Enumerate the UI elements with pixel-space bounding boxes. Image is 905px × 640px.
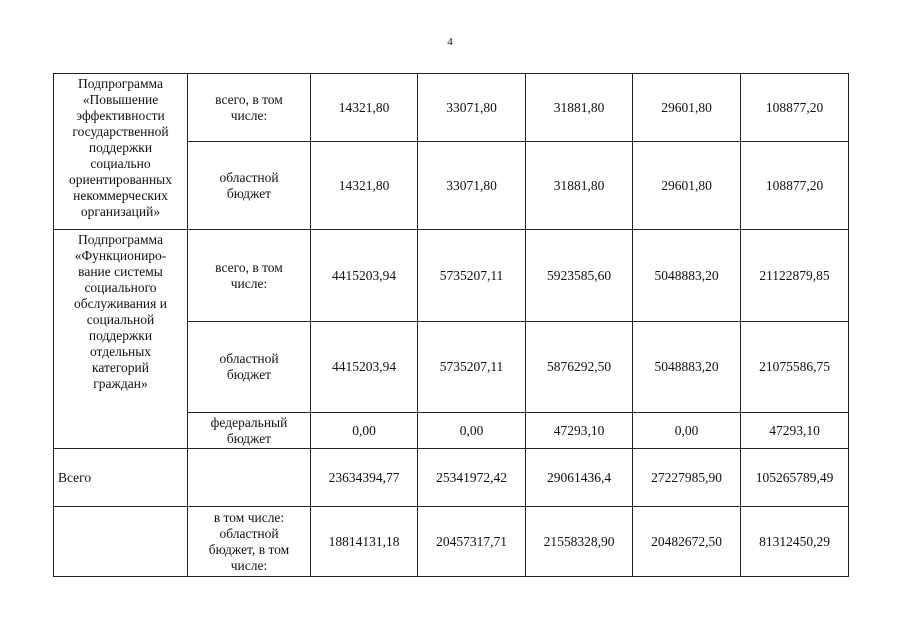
value-cell: 21558328,90 [526,507,633,577]
funding-source-cell: областной бюджет [188,322,311,413]
value-cell: 0,00 [418,413,526,449]
table-row [54,74,849,142]
value-cell: 29601,80 [633,74,741,142]
funding-source-cell: всего, в том числе: [188,230,311,322]
value-cell: 5735207,11 [418,230,526,322]
funding-source-cell: в том числе: областной бюджет, в том числе: [188,507,311,577]
value-cell: 18814131,18 [311,507,418,577]
value-cell: 0,00 [311,413,418,449]
value-cell: 47293,10 [526,413,633,449]
value-cell: 108877,20 [741,74,849,142]
value-cell: 81312450,29 [741,507,849,577]
value-cell: 33071,80 [418,142,526,230]
value-cell: 47293,10 [741,413,849,449]
value-cell: 5735207,11 [418,322,526,413]
table-row-total-regional [54,507,849,577]
value-cell: 29601,80 [633,142,741,230]
value-cell: 23634394,77 [311,449,418,507]
value-cell: 33071,80 [418,74,526,142]
value-cell: 4415203,94 [311,322,418,413]
value-cell: 14321,80 [311,74,418,142]
value-cell: 5048883,20 [633,322,741,413]
value-cell: 5048883,20 [633,230,741,322]
funding-source-cell: федеральный бюджет [188,413,311,449]
funding-source-cell [188,449,311,507]
subprogram-name: Подпрограмма «Функциониро- вание системы социального обслуживания и социальной поддержки отдельных категорий граждан» [74,232,167,391]
value-cell: 5876292,50 [526,322,633,413]
value-cell: 21122879,85 [741,230,849,322]
value-cell: 20457317,71 [418,507,526,577]
value-cell: 14321,80 [311,142,418,230]
value-cell: 31881,80 [526,142,633,230]
table-row [54,230,849,322]
value-cell: 27227985,90 [633,449,741,507]
value-cell: 105265789,49 [741,449,849,507]
subprogram-name-cell [54,74,188,230]
value-cell: 31881,80 [526,74,633,142]
value-cell: 4415203,94 [311,230,418,322]
subprogram-name-cell [54,230,188,449]
value-cell: 0,00 [633,413,741,449]
funding-source-cell: всего, в том числе: [188,74,311,142]
total-label: Всего [54,449,188,507]
budget-table [53,73,849,577]
value-cell: 29061436,4 [526,449,633,507]
value-cell: 5923585,60 [526,230,633,322]
table-row-total [54,449,849,507]
page-number: 4 [447,36,453,48]
empty-cell [54,507,188,577]
value-cell: 20482672,50 [633,507,741,577]
value-cell: 21075586,75 [741,322,849,413]
subprogram-name: Подпрограмма «Повышение эффективности государственной поддержки социально ориентированных некоммерческих организаций» [68,76,173,219]
funding-source-cell: областной бюджет [188,142,311,230]
value-cell: 108877,20 [741,142,849,230]
value-cell: 25341972,42 [418,449,526,507]
